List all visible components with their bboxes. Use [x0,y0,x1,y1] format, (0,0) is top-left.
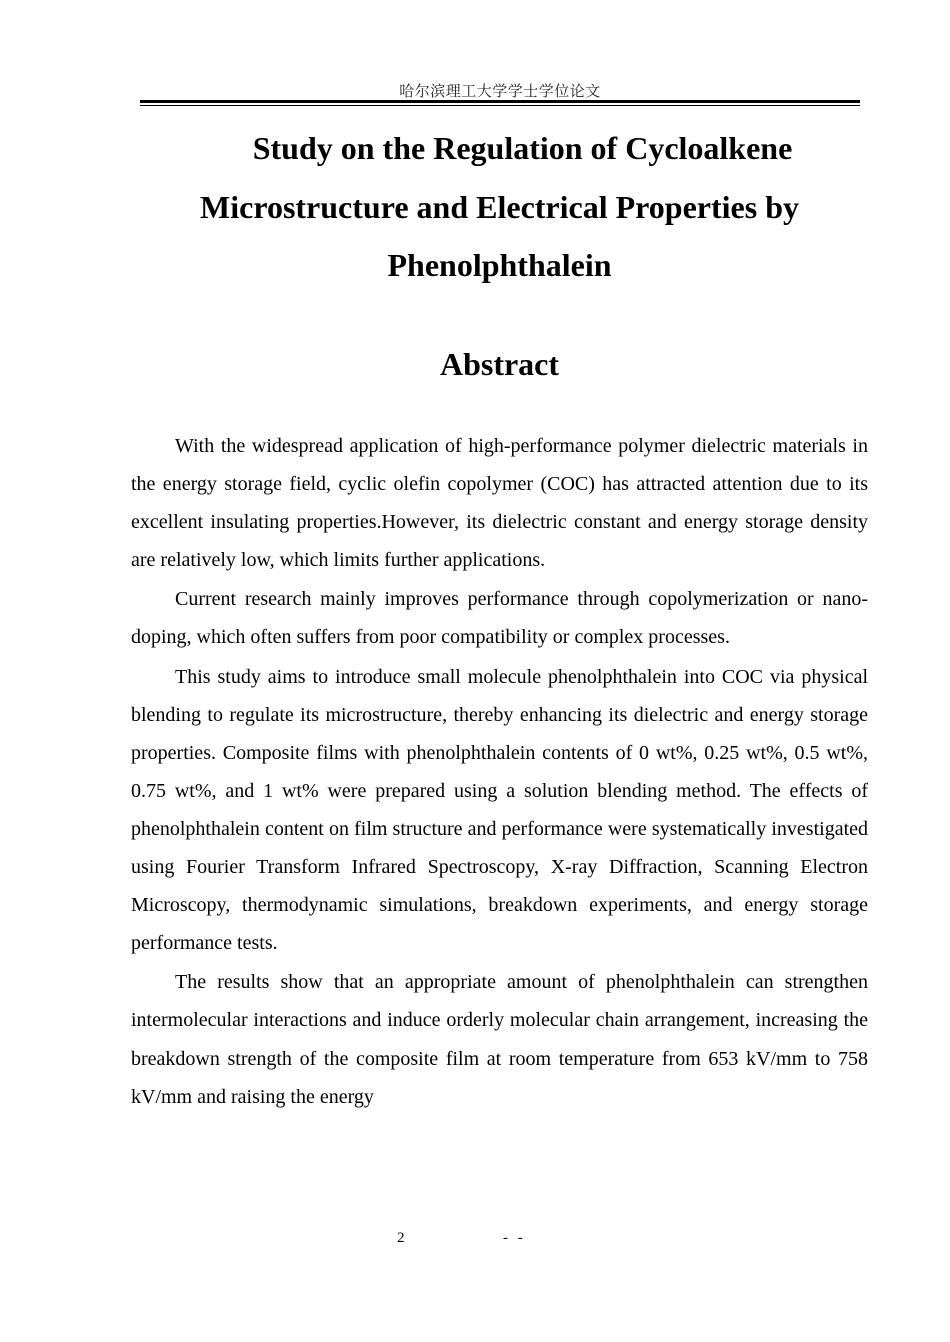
abstract-paragraph-4: The results show that an appropriate amount of phenolphthalein can strengthen intermolecular interactions and induce orderly molecular chain arrangement, increasing the breakdown strength of the composite film at room temperature from 653 kV/mm to 758 kV/mm and raising the energy [131,971,868,1108]
abstract-paragraph-2: Current research mainly improves performance through copolymerization or nano-doping, which often suffers from poor compatibility or complex processes. [131,588,868,649]
running-header: 哈尔滨理工大学学士学位论文 [399,82,601,100]
abstract-heading: Abstract [439,346,560,382]
header-rule-thick [140,100,860,103]
abstract-paragraph-3: This study aims to introduce small molecule phenolphthalein into COC via physical blending to regulate its microstructure, thereby enhancing its dielectric and energy storage properties. Composite films with phenolphthalein contents of 0 wt%, 0.25 wt%, 0.5 wt%, 0.75 wt%, and 1 wt% were prepared using a solution blending method. The effects of phenolphthalein content on film structure and performance were systematically investigated using Fourier Transform Infrared Spectroscopy, X-ray Diffraction, Scanning Electron Microscopy, thermodynamic simulations, breakdown experiments, and energy storage performance tests. [131,665,868,955]
abstract-paragraph-1: With the widespread application of high-performance polymer dielectric materials in the energy storage field, cyclic olefin copolymer (COC) has attracted attention due to its excellent insulating properties.However, its dielectric constant and energy storage density are relatively low, which limits further applications. [131,435,868,572]
thesis-title-line-1: Study on the Regulation of Cycloalkene [252,130,793,166]
footer-dashes: - - [503,1230,526,1246]
header-rule-thin [140,105,860,106]
abstract-body [131,427,868,1117]
page-number: 2 [397,1230,405,1246]
thesis-title-line-3: Phenolphthalein [387,247,612,283]
thesis-title-line-2: Microstructure and Electrical Properties by [200,189,799,225]
